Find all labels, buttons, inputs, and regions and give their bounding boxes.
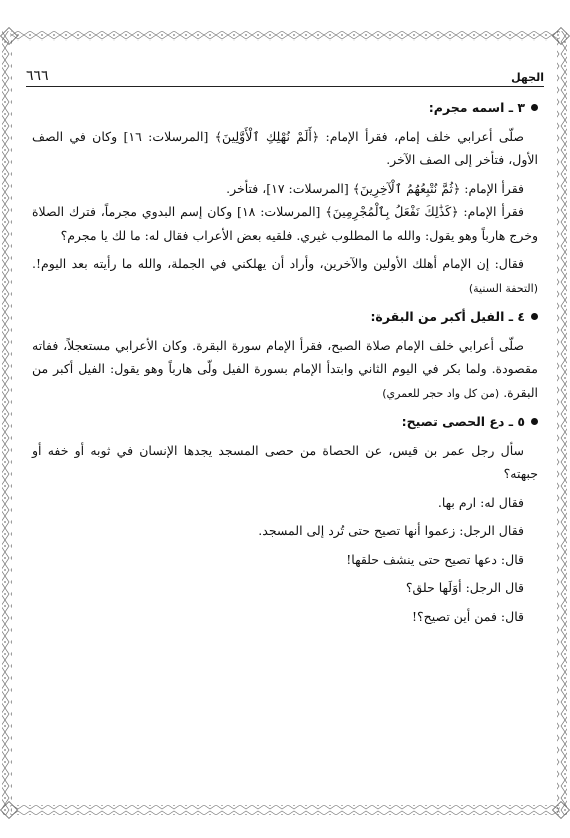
- paragraph: [32, 252, 538, 300]
- source-citation: (من كل واد حجر للعمري): [382, 386, 500, 400]
- section-heading-text: ٣ ـ اسمه مجرم:: [428, 100, 525, 115]
- dialogue-line: قال: دعها تصيح حتى ينشف حلقها!: [346, 551, 524, 567]
- dialogue-line: فقال الرجل: زعموا أنها تصيح حتى تُرد إلى المسجد.: [258, 523, 524, 538]
- dialogue-line: قال: فمن أين تصيح؟!: [412, 608, 524, 624]
- paragraph-text: فقال: إن الإمام أهلك الأولين والآخرين، وأراد أن يهلكني في الجملة، والله ما رأيته بعد اليوم!.: [32, 256, 524, 271]
- page-header: [26, 64, 544, 87]
- bullet-icon: [531, 104, 538, 111]
- page-number: ٦٦٦: [26, 68, 49, 84]
- page-content: [32, 96, 538, 628]
- dialogue-line: قال الرجل: أوَلَها حلق؟: [405, 580, 524, 595]
- paragraph: سأل رجل عمر بن قيس، عن الحصاة من حصى المسجد يجدها الإنسان في ثوبه أو خفه أو جبهته؟: [32, 442, 538, 481]
- paragraph-text: صلّى أعرابي خلف الإمام صلاة الصبح، فقرأ الإمام سورة البقرة. وكان الأعرابي مستعجلاً، ففاته مقصودة. ولما بكر في اليوم الثاني وابتدأ الإمام بسورة الفيل ولّى هارباً وهو يقول: الفيل أكبر من البقرة.: [32, 337, 538, 400]
- paragraph: فقرأ الإمام: ﴿ثُمَّ نُتْبِعُهُمُ ٱلْآخِرِينَ﴾ [المرسلات: ١٧]، فتأخر.: [226, 180, 524, 196]
- source-citation: (التحفة السنية): [468, 281, 538, 295]
- section-heading-text: ٤ ـ الفيل أكبر من البقرة:: [370, 309, 525, 324]
- section-heading: [32, 305, 538, 329]
- section-heading-text: ٥ ـ دع الحصى تصيح:: [401, 414, 525, 429]
- paragraph: [32, 334, 538, 406]
- paragraph: صلّى أعرابي خلف إمام، فقرأ الإمام: ﴿أَلَمْ نُهْلِكِ ٱلْأَوَّلِينَ﴾ [المرسلات: ١٦] وكان في الصف الأول، فتأخر إلى الصف الآخر.: [32, 128, 538, 167]
- paragraph: فقرأ الإمام: ﴿كَذَٰلِكَ نَفْعَلُ بِٱلْمُجْرِمِينَ﴾ [المرسلات: ١٨] وكان إسم البدوي مجرماً، فترك الصلاة وخرج هارباً وهو يقول: والله ما المطلوب غيري. فلقيه بعض الأعراب فقال له: ما لك يا مجرم؟: [32, 204, 538, 243]
- bullet-icon: [531, 313, 538, 320]
- bullet-icon: [531, 418, 538, 425]
- section-heading: [32, 96, 538, 120]
- running-title: الجهل: [511, 71, 544, 84]
- dialogue-line: فقال له: ارم بها.: [437, 494, 524, 510]
- section-heading: [32, 410, 538, 434]
